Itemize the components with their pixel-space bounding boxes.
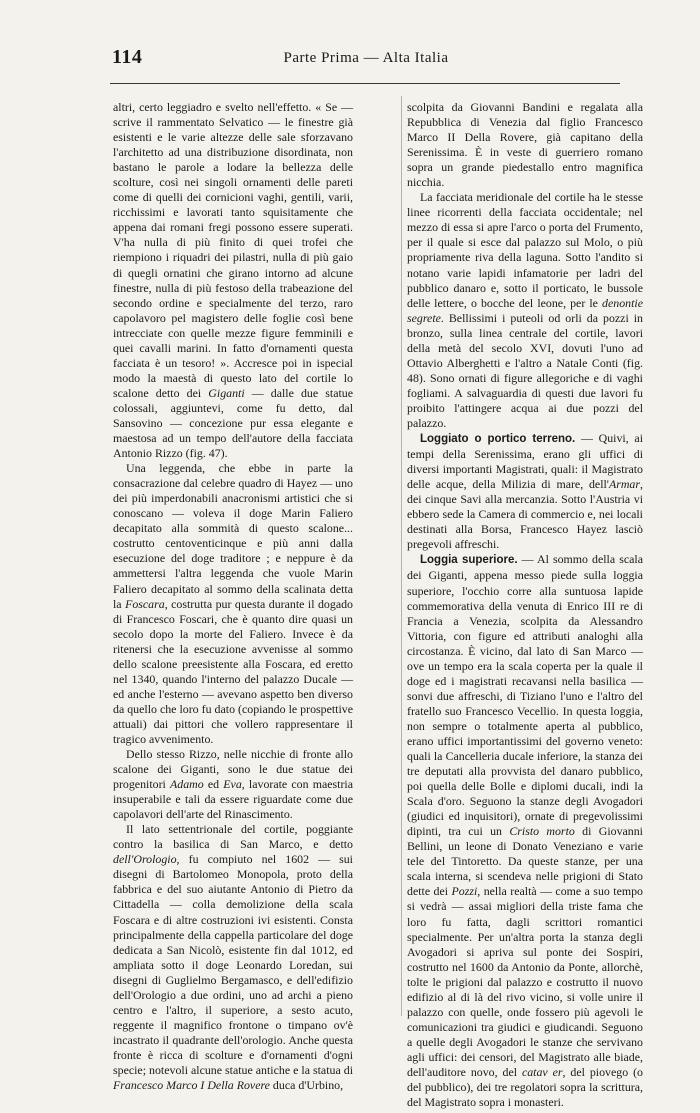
text-run: , fu compiuto nel 1602 — sui disegni di Bartolomeo Monopola, proto della fabbrica e del suo aiutante Antonio di Pietro da Cittadella — colla demolizione della scala Foscara e di altre costruzioni ivi esistenti. Consta principalmente della cappella particolare del doge dedicata a San Nicolò, esistente fin dal 1012, ed ampliata sotto il doge Leonardo Loredan, sui disegni di Guglielmo Bergamasco, e dell'edifizio dell'Orologio a due ordini, uno ad archi a pieno centro e l'altro, il superiore, a sesto acuto, reggente il magnifico frontone o timpano ov'è incastrato il quadrante dell'orologio. Anche questa fronte è ricca di scolture e d'ornamenti d'ogni specie; notevoli alcune statue antiche e la statua di <box>113 852 353 1077</box>
paragraph <box>407 190 643 431</box>
italic-text: Giganti <box>208 385 245 400</box>
text-run: di Giovanni Bellini, un leone di Donato Veneziano e varie tele del Tintoretto. Da queste stanze, per una scala interna, si scendeva nelle prigioni di Stato dette dei <box>407 824 643 899</box>
text-run: Il lato settentrionale del cortile, poggiante contro la basilica di San Marco, e detto <box>113 822 353 852</box>
text-run: scolpita da Giovanni Bandini e regalata alla Repubblica di Venezia dal figlio Francesco Marco II Della Rovere, già capitano della Serenissima. È in veste di guerriero romano sopra un grande piedestallo entro magnifica nicchia. <box>407 100 643 190</box>
header-rule <box>110 83 620 84</box>
text-run: , del piovego (o del pubblico), dei tre regolatori sopra la scrittura, del Magistrato sopra i monasteri. <box>407 1065 643 1110</box>
column-divider <box>401 96 402 1016</box>
text-run: ed <box>203 777 224 792</box>
italic-text: Foscara <box>125 596 165 611</box>
paragraph-continuation <box>113 100 353 461</box>
text-run: , lavorate con maestria insuperabile e tali da essere riguardate come due capolavori dell'arte del Rinascimento. <box>113 777 354 822</box>
page-header <box>112 46 620 70</box>
italic-text: Pozzi <box>451 884 478 899</box>
section-heading: Loggia superiore. <box>420 554 518 567</box>
text-run: La facciata meridionale del cortile ha le stesse linee ricorrenti della facciata occidentale; nel mezzo di essa si apre l'arco o porta del Frumento, per il quale si esce dal palazzo sul Molo, o più propriamente riva della laguna. Sotto l'andito si notano varie lapidi infamatorie per ladri del pubblico danaro e, sotto il porticato, le bussole delle lettere, o bocche del leone, per le <box>407 190 643 310</box>
page-number: 114 <box>112 46 143 68</box>
text-run: . Bellissimi i puteoli od orli da pozzi in bronzo, sulla linea centrale del cortile, lavori della metà del secolo XVI, dovuti l'uno ad Ottavio Alberghetti e l'altro a Natale Conti (fig. 48). Sono ornati di figure allegoriche e di vaghi fogliami. A salvaguardia di questi due lavori fu proibito l'attingere acqua ai due pozzi del palazzo. <box>407 310 643 430</box>
italic-text: Armar <box>608 477 641 492</box>
text-run: — Quivi, ai tempi della Serenissima, erano gli uffici di diversi importanti Magistrati, quali: il Magistrato delle acque, della Milizia di mare, dell' <box>407 431 643 492</box>
left-column <box>113 100 353 1093</box>
running-head: Parte Prima — Alta Italia <box>283 50 449 66</box>
italic-text: Adamo <box>170 777 204 792</box>
italic-text: Eva <box>223 777 242 792</box>
text-run: , dei cinque Savi alla mercanzia. Sotto l'Austria vi ebbero sede la Camera di commercio e, nei locali destinati alla Borsa, Francesco Hayez lasciò pregevoli affreschi. <box>407 477 643 552</box>
text-run: Una leggenda, che ebbe in parte la consacrazione dal celebre quadro di Hayez — uno dei più imperdonabili anacronismi artistici che si conoscano — voleva il doge Marin Faliero decapitato alla sommità di questo scalone... costrutto centoventicinque e più anni dalla esecuzione del doge traditore ; e neppure è da ammettersi l'altra leggenda che vuole Marin Faliero decapitato al sommo della scalinata detta la <box>113 461 353 611</box>
italic-text: Francesco Marco I Della Rovere <box>113 1078 270 1093</box>
paragraph <box>407 552 643 1110</box>
section-heading: Loggiato o portico terreno. <box>420 433 576 446</box>
text-run: — dalle due statue colossali, aggiuntevi, come fu detto, dal Sansovino — concezione pur essa elegante e maestosa ad un tempo dell'autore della facciata Antonio Rizzo (fig. 47). <box>113 385 353 461</box>
paragraph <box>113 747 353 822</box>
italic-text: dell'Orologio <box>113 852 177 867</box>
text-run: — Al sommo della scala dei Giganti, appena messo piede sulla loggia superiore, l'occhio corre alla suntuosa lapide commemorativa della venuta di Enrico III re di Francia a Venezia, scolpita da Alessandro Vittoria, con figure ed attributi analoghi alla circostanza. È vicino, dal lato di San Marco — ove un tempo era la scala coperta per la quale il doge ed i magistrati recavansi nella basilica — sonvi due affreschi, di Tiziano l'uno e l'altro del fratello suo Francesco Vecellio. In questa loggia, non sempre o totalmente aperta al pubblico, erano uffici importantissimi del governo veneto: quali la Cancelleria ducale inferiore, la stanza dei tre deputati alla provvista del danaro pubblico, poi quella delle Bolle e diplomi ducali, indi la Scala d'oro. Seguono la stanze degli Avogadori (giudici ed inquisitori), ornate di pregevolissimi dipinti, tra cui un <box>407 552 643 839</box>
text-run: duca d'Urbino, <box>269 1078 344 1093</box>
text-run: , costrutta pur questa durante il dogado di Francesco Foscari, che è quanto dire quasi un secolo dopo la morte del Faliero. Invece è da ritenersi che la esecuzione avvenisse al sommo dello scalone preesistente alla Foscara, ed eretto nel 1340, quando l'interno del palazzo Ducale — ed anche l'esterno — avevano aspetto ben diverso da quello che loro fu dato (copiando le prospettive attuali) dai pittori che vollero rappresentare il tragico avvenimento. <box>113 596 353 746</box>
text-run: Dello stesso Rizzo, nelle nicchie di fronte allo scalone dei Giganti, sono le due statue dei progenitori <box>113 747 353 792</box>
paragraph <box>113 461 353 747</box>
text-run: , nella realtà — come a suo tempo si vedrà — assai migliori della triste fama che loro fu fatta, dagli scrittori romantici specialmente. Per un'altra porta la stanza degli Avogadori si apriva sul ponte dei Sospiri, costrutto nel 1600 da Antonio da Ponte, allorchè, tolte le prigioni dal palazzo e costrutto il nuovo edifizio al di là del rivo vicino, si volle unire il palazzo con quelle, onde fossero più agevoli le comunicazioni tra giudici e giudicandi. Seguono a quelle degli Avogadori le stanze che servivano agli uffici: dei censori, del Magistrato alle biade, dell'auditore novo, del <box>407 884 643 1079</box>
italic-text: Cristo morto <box>509 824 575 839</box>
right-column <box>407 100 643 1110</box>
text-run: altri, certo leggiadro e svelto nell'effetto. « Se — scrive il rammentato Selvatico — le finestre già esistenti e le varie altezze delle sale sforzavano l'architetto ad una distribuzione disordinata, non bastano le parole a lodare la bellezza delle scolture, così nei singoli ornamenti delle pareti come di quelli dei cornicioni vaghi, gentili, varii, ricchissimi e lavorati tanto squisitamente che appena dai romani fregi possono essere superati. V'ha nulla di più finito di quei trofei che riempiono i riquadri dei pilastri, nulla di più gaio di quegli ornatini che girano intorno ad alcune finestre, nulla di più festoso della trabeazione del secondo ordine e specialmente del terzo, raro capolavoro pel magistero delle foglie così bene intrecciate con quelle mezze figure femminili e quei cavalli marini. In fatto d'ornamenti questa facciata è un tesoro! ». Accresce poi in ispecial modo la maestà di questo lato del cortile lo scalone detto dei <box>113 100 353 400</box>
italic-text: catav er <box>521 1065 563 1079</box>
italic-text: denontie segrete <box>407 295 643 325</box>
paragraph-continuation <box>407 100 643 190</box>
paragraph <box>407 431 643 552</box>
paragraph <box>113 822 353 1093</box>
